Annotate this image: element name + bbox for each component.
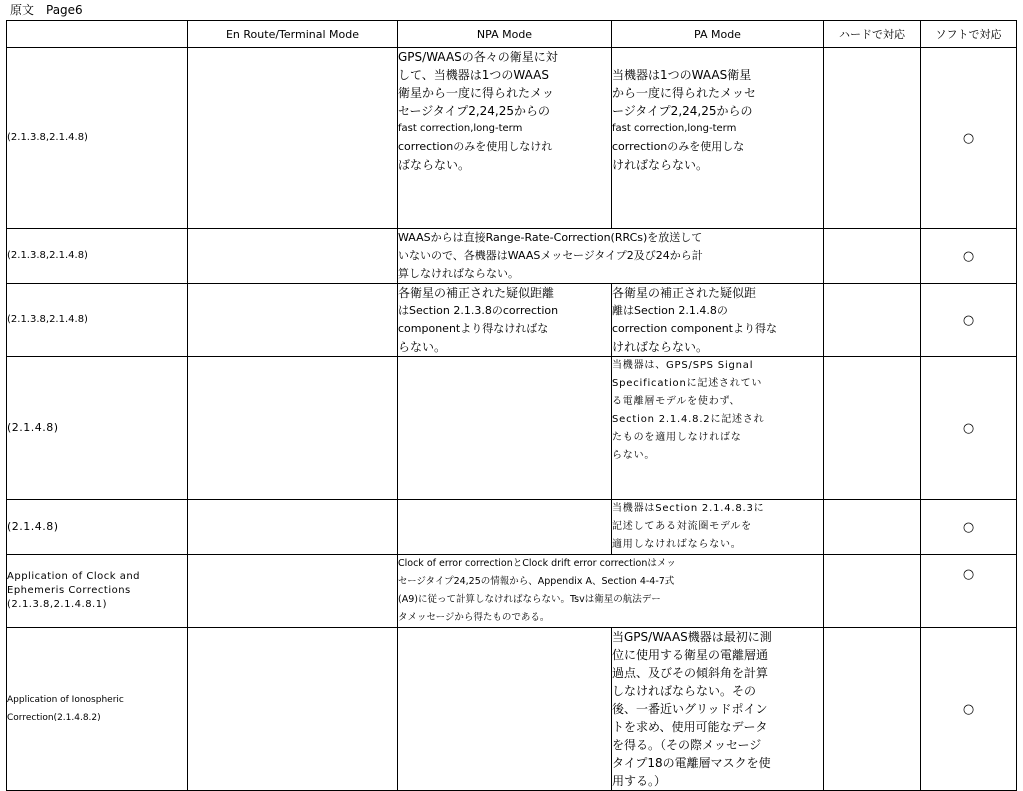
- text-line: 離はSection 2.1.4.8の: [612, 304, 728, 317]
- text-line: して、当機器は1つのWAAS: [398, 68, 549, 82]
- text-line: セージタイプ2,24,25からの: [398, 104, 551, 118]
- header-en-route: En Route/Terminal Mode: [188, 21, 398, 48]
- text-line: fast correction,long-term: [612, 123, 737, 134]
- en-route-cell: [188, 284, 398, 357]
- section-ref: (2.1.3.8,2.1.4.8): [7, 229, 188, 284]
- en-route-cell: [188, 555, 398, 628]
- table-row: [7, 357, 1017, 500]
- npa-cell: [398, 357, 612, 500]
- soft-mark: ○: [921, 284, 1017, 357]
- table-row: [7, 229, 1017, 284]
- text-line: らない。: [612, 450, 656, 461]
- text-line: 衛星から一度に得られたメッ: [398, 86, 555, 100]
- soft-mark: ○: [921, 48, 1017, 229]
- text-line: correction componentより得な: [612, 322, 777, 335]
- table-row: [7, 628, 1017, 791]
- hard-cell: [824, 284, 921, 357]
- section-ref: (2.1.3.8,2.1.4.8): [7, 284, 188, 357]
- text-line: GPS/WAASの各々の衛星に対: [398, 50, 558, 64]
- text-line: タメッセージから得たものである。: [398, 612, 550, 623]
- text-line: componentより得なければな: [398, 322, 549, 335]
- text-line: る電離層モデルを使わず、: [612, 396, 741, 407]
- section-ref: (2.1.4.8): [7, 500, 188, 555]
- text-line: いないので、各機器はWAASメッセージタイプ2及び24から計: [398, 249, 703, 262]
- npa-pa-merged-cell: [398, 229, 824, 284]
- header-npa: NPA Mode: [398, 21, 612, 48]
- text-line: 位に使用する衛星の電離層通: [612, 648, 769, 662]
- text-line: セージタイプ24,25の情報から、Appendix A、Section 4-4-7式: [398, 576, 675, 587]
- hard-cell: [824, 48, 921, 229]
- header-hard: ハードで対応: [824, 21, 921, 48]
- header-row: [7, 21, 1017, 48]
- text-line: (A9)に従って計算しなければならない。Tsvは衛星の航法デー: [398, 594, 661, 605]
- hard-cell: [824, 500, 921, 555]
- text-line: トを求め、使用可能なデータ: [612, 720, 768, 734]
- text-line: 用する。）: [612, 774, 667, 788]
- text-line: ージタイプ2,24,25からの: [612, 104, 753, 118]
- soft-mark: ○: [921, 229, 1017, 284]
- section-ref-line: Application of Clock and: [7, 571, 141, 582]
- section-ref-line: Application of Ionospheric: [7, 695, 124, 705]
- section-ref-line: Correction(2.1.4.8.2): [7, 713, 101, 723]
- en-route-cell: [188, 229, 398, 284]
- text-line: Section 2.1.4.8.2に記述され: [612, 414, 765, 425]
- en-route-cell: [188, 500, 398, 555]
- en-route-cell: [188, 357, 398, 500]
- text-line: Clock of error correctionとClock drift error correctionはメッ: [398, 558, 676, 569]
- text-line: 当GPS/WAAS機器は最初に測: [612, 630, 772, 644]
- en-route-cell: [188, 628, 398, 791]
- text-line: を得る。（その際メッセージ: [612, 738, 762, 752]
- page-title: 原文 Page6: [10, 3, 83, 17]
- section-ref: [7, 555, 188, 628]
- text-line: 各衛星の補正された疑似距: [612, 286, 757, 300]
- pa-cell: [612, 284, 824, 357]
- soft-mark: ○: [921, 555, 1017, 628]
- requirements-table: [6, 20, 1017, 791]
- text-line: correctionのみを使用しなけれ: [398, 140, 553, 153]
- header-soft: ソフトで対応: [921, 21, 1017, 48]
- hard-cell: [824, 628, 921, 791]
- table-row: [7, 284, 1017, 357]
- text-line: correctionのみを使用しな: [612, 140, 745, 153]
- text-line: 後、一番近いグリッドポイン: [612, 702, 768, 716]
- text-line: ければならない。: [612, 158, 709, 172]
- en-route-cell: [188, 48, 398, 229]
- text-line: はSection 2.1.3.8のcorrection: [398, 304, 559, 317]
- pa-cell: [612, 628, 824, 791]
- hard-cell: [824, 555, 921, 628]
- text-line: 適用しなければならない。: [612, 539, 742, 550]
- table-row: [7, 500, 1017, 555]
- section-ref-line: Ephemeris Corrections: [7, 585, 131, 596]
- text-line: Specificationに記述されてい: [612, 378, 763, 389]
- text-line: fast correction,long-term: [398, 123, 523, 134]
- header-pa: PA Mode: [612, 21, 824, 48]
- header-blank: [7, 21, 188, 48]
- text-line: 各衛星の補正された疑似距離: [398, 286, 555, 300]
- hard-cell: [824, 229, 921, 284]
- npa-cell: [398, 500, 612, 555]
- pa-cell: [612, 357, 824, 500]
- text-line: 当機器は、GPS/SPS Signal: [612, 360, 754, 371]
- soft-mark: ○: [921, 628, 1017, 791]
- npa-cell: [398, 284, 612, 357]
- section-ref: (2.1.3.8,2.1.4.8): [7, 48, 188, 229]
- pa-cell: [612, 500, 824, 555]
- text-line: らない。: [398, 340, 447, 354]
- hard-cell: [824, 357, 921, 500]
- text-line: ければならない。: [612, 340, 709, 354]
- section-ref-line: (2.1.3.8,2.1.4.8.1): [7, 599, 107, 610]
- text-line: ばならない。: [398, 158, 471, 172]
- text-line: たものを適用しなければな: [612, 432, 742, 443]
- table-row: [7, 555, 1017, 628]
- text-line: タイプ18の電離層マスクを使: [612, 756, 771, 770]
- text-line: 算しなければならない。: [398, 267, 519, 280]
- text-line: 過点、及びその傾斜角を計算: [612, 666, 769, 680]
- text-line: しなければならない。その: [612, 684, 757, 698]
- soft-mark: ○: [921, 357, 1017, 500]
- text-line: 記述してある対流圏モデルを: [612, 521, 752, 532]
- section-ref: (2.1.4.8): [7, 357, 188, 500]
- pa-cell: [612, 48, 824, 229]
- npa-cell: [398, 628, 612, 791]
- text-line: 当機器はSection 2.1.4.8.3に: [612, 503, 765, 514]
- soft-mark: ○: [921, 500, 1017, 555]
- text-line: から一度に得られたメッセ: [612, 86, 757, 100]
- table-row: [7, 48, 1017, 229]
- text-line: WAASからは直接Range-Rate-Correction(RRCs)を放送して: [398, 231, 703, 244]
- text-line: 当機器は1つのWAAS衛星: [612, 68, 752, 82]
- npa-pa-merged-cell: [398, 555, 824, 628]
- npa-cell: [398, 48, 612, 229]
- section-ref: [7, 628, 188, 791]
